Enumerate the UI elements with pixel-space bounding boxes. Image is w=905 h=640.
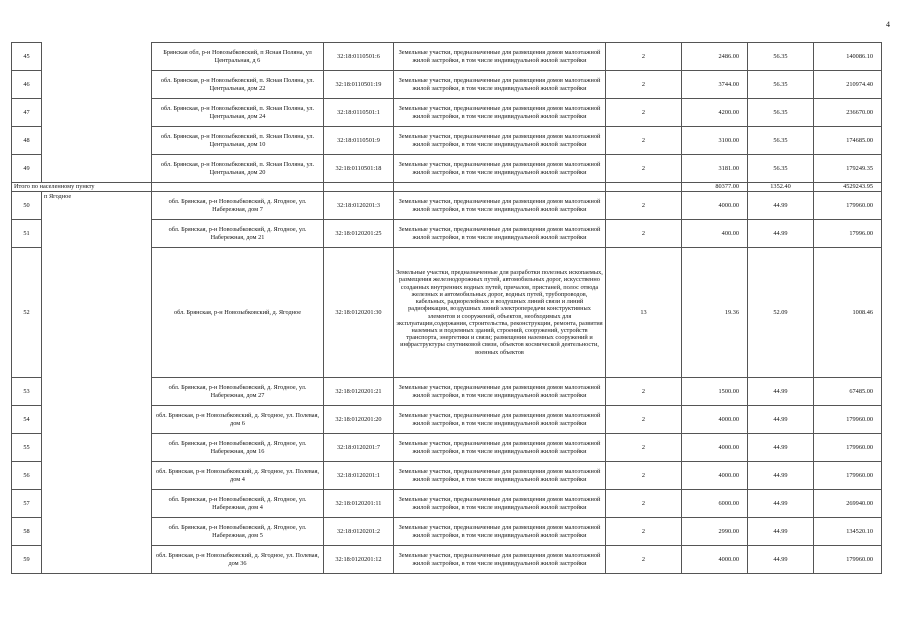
address-cell: обл. Брянская, р-н Новозыбковский, д. Ягодное, ул. Набережная, дом 5 (152, 518, 324, 546)
address-cell: обл. Брянская, р-н Новозыбковский, д. Ягодное, ул. Набережная, дом 27 (152, 378, 324, 406)
settlement-cell (42, 155, 152, 183)
table-row (12, 192, 882, 220)
group-cell: 2 (606, 192, 682, 220)
rate-cell: 56.35 (748, 43, 814, 71)
land-use-purpose-cell: Земельные участки, предназначенные для разработки полезных ископаемых, размещения железнодорожных путей, автомобильных дорог, искусственно созданных внутренних водных путей, причалов, пристаней, полос отвода железных и автомобильных дорог, водных путей, трубопроводов, кабельных, радиорелейных и воздушных линий связи и линий радиофикации, воздушных линий электропередачи конструктивных элементов и сооружений, объектов, необходимых для эксплуатации,содержания, строительства, реконструкции, ремонта, развития наземных и подземных зданий, строений, сооружений, устройств транспорта, энергетики и связи; размещения наземных сооружений и инфраструктуры спутниковой связи, объектов космической деятельности, военных объектов (394, 248, 606, 378)
page-number: 4 (886, 20, 890, 29)
settlement-cell (42, 434, 152, 462)
group-cell: 2 (606, 462, 682, 490)
area-cell: 4000.00 (682, 192, 748, 220)
rate-cell: 44.99 (748, 220, 814, 248)
address-cell: обл. Брянская, р-н Новозыбковский, п. Ясная Поляна, ул. Центральная, дом 20 (152, 155, 324, 183)
cadastral-value-cell: 179249.35 (814, 155, 882, 183)
cadastral-value-cell: 269940.00 (814, 490, 882, 518)
cadastral-value-cell: 17996.00 (814, 220, 882, 248)
row-number: 56 (12, 462, 42, 490)
address-cell: Брянская обл, р-н Новозыбковский, п Ясная Поляна, ул Центральная, д 6 (152, 43, 324, 71)
settlement-cell (42, 546, 152, 574)
table-row (12, 406, 882, 434)
cadastral-number-cell: 32:18:0120201:20 (324, 406, 394, 434)
area-cell: 4000.00 (682, 406, 748, 434)
total-row (12, 183, 882, 192)
table-row (12, 518, 882, 546)
table-row (12, 546, 882, 574)
area-cell: 2486.00 (682, 43, 748, 71)
cadastral-value-cell: 179960.00 (814, 546, 882, 574)
address-cell: обл. Брянская, р-н Новозыбковский, д. Ягодное, ул. Набережная, дом 21 (152, 220, 324, 248)
group-cell: 13 (606, 248, 682, 378)
area-cell: 19.36 (682, 248, 748, 378)
cadastral-value-cell: 179960.00 (814, 462, 882, 490)
address-cell: обл. Брянская, р-н Новозыбковский, п. Ясная Поляна, ул. Центральная, дом 24 (152, 99, 324, 127)
total-value: 4529243.95 (814, 183, 882, 192)
row-number: 46 (12, 71, 42, 99)
settlement-cell (42, 406, 152, 434)
settlement-cell (42, 248, 152, 378)
total-rate: 1352.40 (748, 183, 814, 192)
settlement-cell (42, 43, 152, 71)
cadastral-value-cell: 179960.00 (814, 434, 882, 462)
address-cell: обл. Брянская, р-н Новозыбковский, д. Ягодное, ул. Полевая, дом 36 (152, 546, 324, 574)
address-cell: обл. Брянская, р-н Новозыбковский, д. Ягодное (152, 248, 324, 378)
cadastral-number-cell: 32:18:0120201:25 (324, 220, 394, 248)
table-row (12, 43, 882, 71)
group-cell: 2 (606, 546, 682, 574)
table-row (12, 490, 882, 518)
settlement-cell (42, 518, 152, 546)
rate-cell: 44.99 (748, 546, 814, 574)
group-cell: 2 (606, 490, 682, 518)
land-use-purpose-cell: Земельные участки, предназначенные для размещения домов малоэтажной жилой застройки, в том числе индивидуальной жилой застройки (394, 192, 606, 220)
settlement-cell (42, 220, 152, 248)
group-cell: 2 (606, 99, 682, 127)
row-number: 52 (12, 248, 42, 378)
row-number: 47 (12, 99, 42, 127)
address-cell: обл. Брянская, р-н Новозыбковский, д. Ягодное, ул. Набережная, дом 7 (152, 192, 324, 220)
table-row (12, 155, 882, 183)
settlement-cell: п Ягодное (42, 192, 152, 220)
settlement-cell (42, 99, 152, 127)
cadastral-value-cell: 210974.40 (814, 71, 882, 99)
row-number: 49 (12, 155, 42, 183)
address-cell: обл. Брянская, р-н Новозыбковский, д. Ягодное, ул. Набережная, дом 16 (152, 434, 324, 462)
group-cell: 2 (606, 220, 682, 248)
group-cell: 2 (606, 127, 682, 155)
rate-cell: 44.99 (748, 434, 814, 462)
settlement-cell (42, 490, 152, 518)
area-cell: 4000.00 (682, 546, 748, 574)
table-row (12, 462, 882, 490)
table-row (12, 248, 882, 378)
rate-cell: 44.99 (748, 406, 814, 434)
cadastral-number-cell: 32:18:0120201:3 (324, 192, 394, 220)
rate-cell: 44.99 (748, 490, 814, 518)
row-number: 53 (12, 378, 42, 406)
area-cell: 3100.00 (682, 127, 748, 155)
row-number: 51 (12, 220, 42, 248)
land-use-purpose-cell: Земельные участки, предназначенные для размещения домов малоэтажной жилой застройки, в том числе индивидуальной жилой застройки (394, 462, 606, 490)
cadastral-value-cell: 179960.00 (814, 192, 882, 220)
table-row (12, 434, 882, 462)
area-cell: 3181.00 (682, 155, 748, 183)
land-use-purpose-cell: Земельные участки, предназначенные для размещения домов малоэтажной жилой застройки, в том числе индивидуальной жилой застройки (394, 99, 606, 127)
row-number: 59 (12, 546, 42, 574)
row-number: 55 (12, 434, 42, 462)
group-cell: 2 (606, 43, 682, 71)
table-row (12, 99, 882, 127)
land-use-purpose-cell: Земельные участки, предназначенные для размещения домов малоэтажной жилой застройки, в том числе индивидуальной жилой застройки (394, 43, 606, 71)
land-use-purpose-cell: Земельные участки, предназначенные для размещения домов малоэтажной жилой застройки, в том числе индивидуальной жилой застройки (394, 490, 606, 518)
empty-cell (606, 183, 682, 192)
group-cell: 2 (606, 155, 682, 183)
group-cell: 2 (606, 378, 682, 406)
group-cell: 2 (606, 434, 682, 462)
cadastral-value-cell: 1008.46 (814, 248, 882, 378)
area-cell: 400.00 (682, 220, 748, 248)
group-cell: 2 (606, 406, 682, 434)
cadastral-number-cell: 32:18:0110501:9 (324, 127, 394, 155)
table-row (12, 378, 882, 406)
cadastral-value-cell: 179960.00 (814, 406, 882, 434)
total-label: Итого по населенному пункту (12, 183, 152, 192)
area-cell: 6000.00 (682, 490, 748, 518)
rate-cell: 44.99 (748, 192, 814, 220)
cadastral-number-cell: 32:18:0110501:18 (324, 155, 394, 183)
table-row (12, 71, 882, 99)
row-number: 57 (12, 490, 42, 518)
cadastral-value-cell: 174685.00 (814, 127, 882, 155)
address-cell: обл. Брянская, р-н Новозыбковский, д. Ягодное, ул. Полевая, дом 6 (152, 406, 324, 434)
empty-cell (152, 183, 324, 192)
settlement-cell (42, 378, 152, 406)
address-cell: обл. Брянская, р-н Новозыбковский, п. Ясная Поляна, ул. Центральная, дом 10 (152, 127, 324, 155)
cadastral-number-cell: 32:18:0110501:6 (324, 43, 394, 71)
table-row (12, 127, 882, 155)
rate-cell: 56.35 (748, 99, 814, 127)
rate-cell: 56.35 (748, 71, 814, 99)
cadastral-number-cell: 32:18:0120201:21 (324, 378, 394, 406)
cadastral-number-cell: 32:18:0120201:12 (324, 546, 394, 574)
cadastral-value-cell: 140086.10 (814, 43, 882, 71)
row-number: 50 (12, 192, 42, 220)
land-use-purpose-cell: Земельные участки, предназначенные для размещения домов малоэтажной жилой застройки, в том числе индивидуальной жилой застройки (394, 434, 606, 462)
rate-cell: 44.99 (748, 462, 814, 490)
land-use-purpose-cell: Земельные участки, предназначенные для размещения домов малоэтажной жилой застройки, в том числе индивидуальной жилой застройки (394, 220, 606, 248)
cadastral-number-cell: 32:18:0120201:7 (324, 434, 394, 462)
address-cell: обл. Брянская, р-н Новозыбковский, д. Ягодное, ул. Полевая, дом 4 (152, 462, 324, 490)
area-cell: 4200.00 (682, 99, 748, 127)
cadastral-number-cell: 32:18:0120201:1 (324, 462, 394, 490)
cadastral-value-cell: 67485.00 (814, 378, 882, 406)
group-cell: 2 (606, 71, 682, 99)
land-use-purpose-cell: Земельные участки, предназначенные для размещения домов малоэтажной жилой застройки, в том числе индивидуальной жилой застройки (394, 155, 606, 183)
settlement-cell (42, 127, 152, 155)
table-body (12, 43, 882, 574)
cadastral-number-cell: 32:18:0110501:19 (324, 71, 394, 99)
cadastral-value-cell: 134520.10 (814, 518, 882, 546)
land-plots-table (11, 42, 882, 574)
area-cell: 3744.00 (682, 71, 748, 99)
cadastral-number-cell: 32:18:0120201:11 (324, 490, 394, 518)
land-use-purpose-cell: Земельные участки, предназначенные для размещения домов малоэтажной жилой застройки, в том числе индивидуальной жилой застройки (394, 378, 606, 406)
rate-cell: 56.35 (748, 155, 814, 183)
area-cell: 4000.00 (682, 462, 748, 490)
land-use-purpose-cell: Земельные участки, предназначенные для размещения домов малоэтажной жилой застройки, в том числе индивидуальной жилой застройки (394, 406, 606, 434)
cadastral-number-cell: 32:18:0120201:2 (324, 518, 394, 546)
rate-cell: 44.99 (748, 518, 814, 546)
empty-cell (394, 183, 606, 192)
cadastral-number-cell: 32:18:0120201:30 (324, 248, 394, 378)
area-cell: 4000.00 (682, 434, 748, 462)
total-area: 80377.00 (682, 183, 748, 192)
address-cell: обл. Брянская, р-н Новозыбковский, д. Ягодное, ул. Набережная, дом 4 (152, 490, 324, 518)
cadastral-number-cell: 32:18:0110501:1 (324, 99, 394, 127)
land-use-purpose-cell: Земельные участки, предназначенные для размещения домов малоэтажной жилой застройки, в том числе индивидуальной жилой застройки (394, 546, 606, 574)
cadastral-value-cell: 236670.00 (814, 99, 882, 127)
empty-cell (324, 183, 394, 192)
row-number: 48 (12, 127, 42, 155)
area-cell: 1500.00 (682, 378, 748, 406)
land-use-purpose-cell: Земельные участки, предназначенные для размещения домов малоэтажной жилой застройки, в том числе индивидуальной жилой застройки (394, 518, 606, 546)
row-number: 58 (12, 518, 42, 546)
row-number: 45 (12, 43, 42, 71)
rate-cell: 52.09 (748, 248, 814, 378)
settlement-cell (42, 462, 152, 490)
address-cell: обл. Брянская, р-н Новозыбковский, п. Ясная Поляна, ул. Центральная, дом 22 (152, 71, 324, 99)
rate-cell: 56.35 (748, 127, 814, 155)
area-cell: 2990.00 (682, 518, 748, 546)
rate-cell: 44.99 (748, 378, 814, 406)
table-row (12, 220, 882, 248)
land-use-purpose-cell: Земельные участки, предназначенные для размещения домов малоэтажной жилой застройки, в том числе индивидуальной жилой застройки (394, 71, 606, 99)
group-cell: 2 (606, 518, 682, 546)
row-number: 54 (12, 406, 42, 434)
settlement-cell (42, 71, 152, 99)
land-use-purpose-cell: Земельные участки, предназначенные для размещения домов малоэтажной жилой застройки, в том числе индивидуальной жилой застройки (394, 127, 606, 155)
